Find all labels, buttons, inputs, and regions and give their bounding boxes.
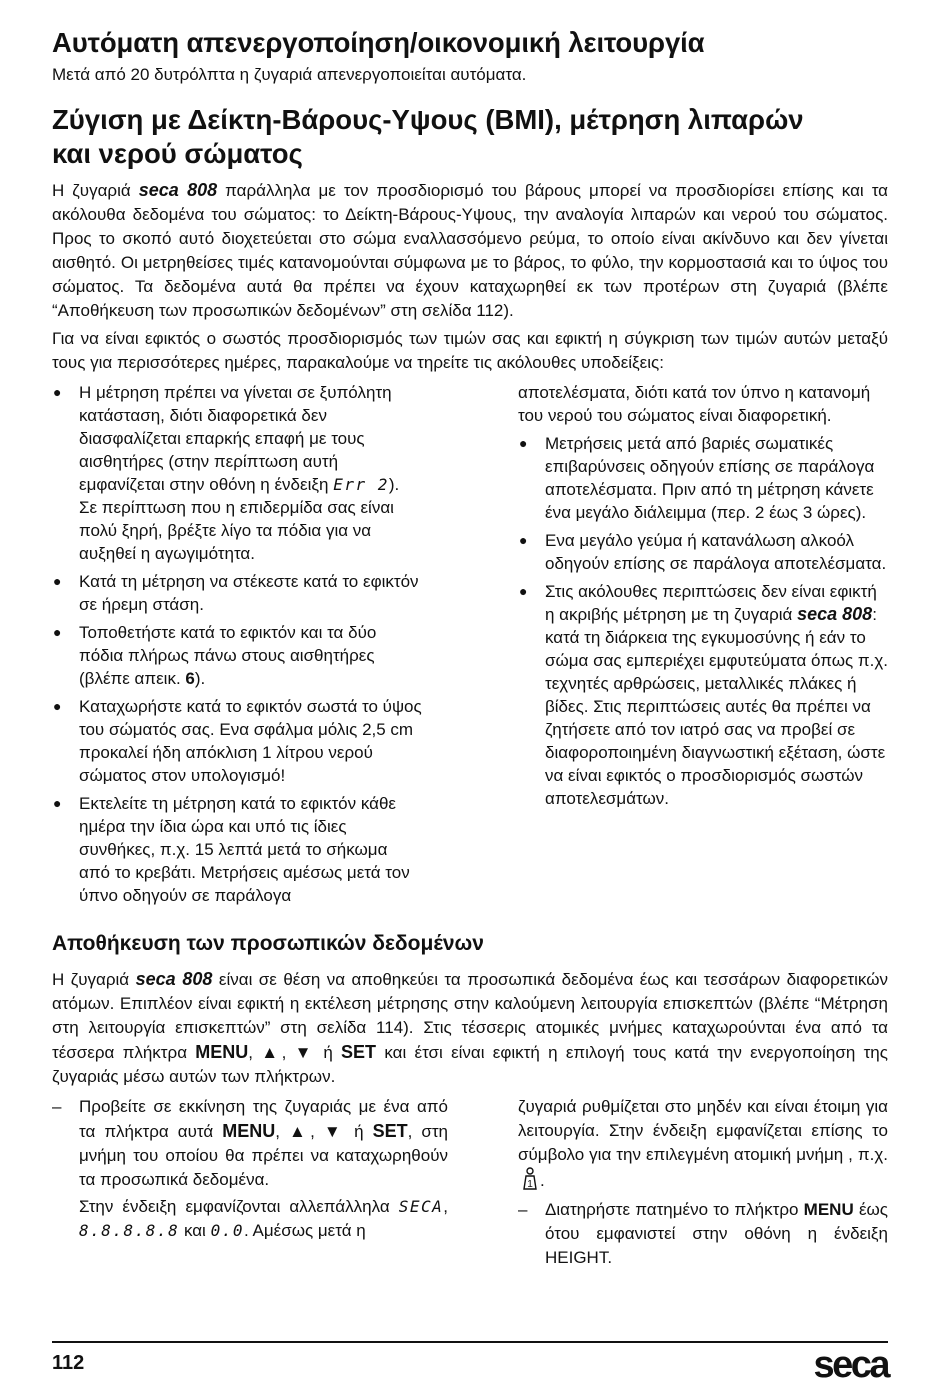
bullet-icon: ● xyxy=(53,624,62,640)
storage-steps-list-right xyxy=(518,1198,888,1270)
storage-steps-left xyxy=(52,1095,448,1270)
dash-marker: – xyxy=(52,1097,62,1116)
list-item xyxy=(52,381,422,565)
bmi-hints-right xyxy=(518,381,888,912)
storage-text-a: Η ζυγαριά xyxy=(52,970,130,989)
list-item xyxy=(518,529,888,575)
brand-name: seca 808 xyxy=(797,604,873,624)
list-item xyxy=(52,1095,448,1243)
hint-text: Η μέτρηση πρέπει να γίνεται σε ξυπόλητη κατάσταση, διότι διαφορετικά δεν διασφαλίζεται επαρκής επαφή με τους αισθητήρες (στην περίπτωση αυτή εμφανίζεται στην οθόνη η ένδειξη xyxy=(79,383,392,494)
set-key-label: SET xyxy=(341,1042,377,1062)
bmi-title xyxy=(52,103,888,171)
hint-continuation: αποτελέσματα, διότι κατά τον ύπνο η κατανομή του νερού του σώματος είναι διαφορετική. xyxy=(518,383,871,425)
storage-steps-right xyxy=(518,1095,888,1270)
bullet-icon: ● xyxy=(519,532,528,548)
separator: , xyxy=(248,1043,254,1062)
bmi-title-line1: Ζύγιση με Δείκτη-Βάρους-Υψους (BMI), μέτρηση λιπαρών xyxy=(52,104,804,135)
bmi-guidance-paragraph: Για να είναι εφικτός ο σωστός προσδιορισμός των τιμών σας και εφικτή η σύγκριση των τιμών αυτών μεταξύ τους για περισσότερες ημέρες, παρακαλούμε να τηρείτε τις ακόλουθες υποδείξεις: xyxy=(52,329,888,372)
hint-text: Τοποθετήστε κατά το εφικτόν και τα δύο πόδια πλήρως πάνω στους αισθητήρες (βλέπε απεικ. xyxy=(79,623,377,688)
list-item xyxy=(52,695,422,787)
list-item xyxy=(52,792,422,907)
conjunction: ή xyxy=(323,1043,333,1062)
bmi-hints-columns xyxy=(52,381,888,912)
hint-text: ). xyxy=(194,669,206,688)
storage-title: Αποθήκευση των προσωπικών δεδομένων xyxy=(52,932,484,955)
storage-steps-list-left xyxy=(52,1095,448,1243)
list-item xyxy=(52,570,422,616)
auto-off-text: Μετά από 20 δυτρόλπτα η ζυγαριά απενεργοποιείται αυτόματα. xyxy=(52,65,527,84)
list-item xyxy=(52,621,422,690)
storage-text-b: είναι σε θέση να αποθηκεύει τα προσωπικά δεδομένα έως και τεσσάρων διαφορετικών ατόμων. Επιπλέον είναι εφικτή η εκτέλεση μέτρησης στην καλούμενη λειτουργία επισκεπτών (βλέπε “Μέτρηση στη λειτουργία επισκεπτών” στη σελίδα 114). Στις τέσσερις ατομικές μνήμες καταχωρούνται ένα από τα τέσσερα πλήκτρα xyxy=(52,970,888,1062)
hint-text: Μετρήσεις μετά από βαριές σωματικές επιβαρύνσεις οδηγούν επίσης σε παράλογα αποτελέσματα. Πριν από τη μέτρηση κάνετε ένα μεγάλο διάλειμμα (περ. 2 έως 3 ώρες). xyxy=(545,434,875,522)
hint-text: Εκτελείτε τη μέτρηση κατά το εφικτόν κάθε ημέρα την ίδια ώρα και υπό τις ίδιες συνθήκες, π.χ. 15 λεπτά μετά το σήκωμα από το κρεβάτι. Μετρήσεις αμέσως μετά τον ύπνο οδηγούν σε παράλογα xyxy=(79,794,410,905)
lcd-seca: SECA xyxy=(398,1197,444,1216)
list-item xyxy=(518,580,888,810)
step-text: έως ότου εμφανιστεί στην οθόνη η ένδειξη HEIGHT. xyxy=(545,1200,888,1267)
bmi-intro-text-b: παράλληλα με τον προσδιορισμό του βάρους μπορεί να προσδιορίσει επίσης και τα ακόλουθα δεδομένα του σώματος: το Δείκτη-Βάρους-Υψους, την αναλογία λιπαρών και νερού του σώματος. Προς το σκοπό αυτό διοχετεύεται στο σώμα εναλλασσόμενο ρεύμα, το οποίο είναι ακίνδυνο και δεν γίνεται αισθητό. Οι μετρηθείσες τιμές κατανομούνται σύμφωνα με το βάρος, το φύλο, την κορμοστασιά και το ύψος του σώματος. Τα δεδομένα αυτά θα πρέπει να έχουν καταχωρηθεί εκ των προτέρων στη ζυγαριά (βλέπε “Αποθήκευση των προσωπικών δεδομένων” στη σελίδα 112). xyxy=(52,181,888,320)
up-arrow-icon: ▲ xyxy=(288,1122,311,1141)
conjunction: ή xyxy=(354,1122,364,1141)
bullet-icon: ● xyxy=(53,698,62,714)
bmi-title-line2: και νερού σώματος xyxy=(52,138,303,169)
bullet-icon: ● xyxy=(519,435,528,451)
storage-steps-columns xyxy=(52,1095,888,1270)
lcd-error-code: Err 2 xyxy=(333,475,389,494)
step-text: Προβείτε σε εκκίνηση της ζυγαριάς με ένα από τα πλήκτρα αυτά xyxy=(79,1097,448,1141)
seca-logo: seca xyxy=(813,1344,888,1386)
step-text: . Αμέσως μετά η xyxy=(243,1221,366,1240)
down-arrow-icon: ▼ xyxy=(323,1122,346,1141)
brand-name: seca 808 xyxy=(135,969,213,989)
hint-text: Καταχωρήστε κατά το εφικτόν σωστά το ύψος του σώματός σας. Ενα σφάλμα μόλις 2,5 cm προκαλεί ήδη απόκλιση 1 λίτρου νερού σώματος στον υπολογισμό! xyxy=(79,697,422,785)
step-sub-text xyxy=(79,1195,448,1243)
step-text: Διατηρήστε πατημένο το πλήκτρο xyxy=(545,1200,799,1219)
separator: , xyxy=(281,1043,287,1062)
hint-text: Στις ακόλουθες περιπτώσεις δεν είναι εφικτή η ακριβής μέτρηση με τη ζυγαριά xyxy=(545,582,877,624)
list-item xyxy=(518,432,888,524)
person-memory-number: 1 xyxy=(527,1179,533,1190)
footer-divider xyxy=(52,1341,888,1343)
separator: , xyxy=(275,1122,280,1141)
bmi-hints-list-right xyxy=(518,432,888,810)
brand-name: seca 808 xyxy=(138,180,218,200)
figure-reference: 6 xyxy=(185,669,195,688)
lcd-all-segments: 8.8.8.8.8 xyxy=(79,1221,180,1240)
hint-text: : κατά τη διάρκεια της εγκυμοσύνης ή εάν το σώμα σας εμπεριέχει εμφυτεύματα όπως π.χ. τεχνητές αρθρώσεις, μεταλλικές πλάκες ή βίδες. Στις περιπτώσεις αυτές θα πρέπει να ζητήσετε από τον ιατρό σας να προβεί σε διαφοροποιημένη διαγνωστική εξέταση, ώστε να είναι εφικτός ο προσδιορισμός σωστών αποτελεσμάτων. xyxy=(545,605,888,808)
separator: , xyxy=(310,1122,315,1141)
bullet-icon: ● xyxy=(519,583,528,599)
down-arrow-icon: ▼ xyxy=(294,1043,316,1062)
up-arrow-icon: ▲ xyxy=(261,1043,282,1062)
hint-text: ). Σε περίπτωση που η επιδερμίδα σας είναι πολύ ξηρή, βρέξτε λίγο τα πόδια για να αυξηθεί η αγωγιμότητα. xyxy=(79,475,400,563)
storage-paragraph xyxy=(52,967,888,1089)
set-key-label: SET xyxy=(372,1121,408,1141)
step-text: Στην ένδειξη εμφανίζονται αλλεπάλληλα xyxy=(79,1197,390,1216)
hint-text: Κατά τη μέτρηση να στέκεστε κατά το εφικτόν σε ήρεμη στάση. xyxy=(79,572,419,614)
dash-marker: – xyxy=(518,1200,528,1219)
bmi-intro-paragraph xyxy=(52,178,888,323)
hint-text: Ενα μεγάλο γεύμα ή κατανάλωση αλκοόλ οδηγούν επίσης σε παράλογα αποτελέσματα. xyxy=(545,531,887,573)
auto-off-title: Αυτόματη απενεργοποίηση/οικονομική λειτουργία xyxy=(52,27,705,58)
step-text: στη μνήμη του οποίου θα πρέπει να καταχωρηθούν τα προσωπικά δεδομένα. xyxy=(79,1122,449,1189)
step-continuation: ζυγαριά ρυθμίζεται στο μηδέν και είναι έτοιμη για λειτουργία. Στην ένδειξη εμφανίζεται επίσης το σύμβολο για την επιλεγμένη ατομική μνήμη , π.χ. 1 . xyxy=(518,1095,888,1198)
menu-key-label: MENU xyxy=(803,1200,854,1219)
menu-key-label: MENU xyxy=(195,1042,249,1062)
bullet-icon: ● xyxy=(53,384,62,400)
separator: , xyxy=(443,1197,448,1216)
bullet-icon: ● xyxy=(53,795,62,811)
separator: , xyxy=(407,1122,413,1141)
page-number: 112 xyxy=(52,1352,85,1374)
bmi-hints-list-left xyxy=(52,381,422,907)
list-item xyxy=(518,1198,888,1270)
bmi-hints-left xyxy=(52,381,422,912)
person-memory-icon xyxy=(520,1167,540,1198)
lcd-zero: 0.0 xyxy=(210,1221,244,1240)
bullet-icon: ● xyxy=(53,573,62,589)
menu-key-label: MENU xyxy=(222,1121,276,1141)
page-content xyxy=(52,26,888,1270)
step-text: ζυγαριά ρυθμίζεται στο μηδέν και είναι έτοιμη για λειτουργία. Στην ένδειξη εμφανίζεται επίσης το σύμβολο για την επιλεγμένη ατομική μνήμη , π.χ. xyxy=(518,1097,888,1164)
conjunction: και xyxy=(183,1221,206,1240)
bmi-intro-text-a: Η ζυγαριά xyxy=(52,181,131,200)
storage-text-c: και έτσι είναι εφικτή η επιλογή τους κατά την ενεργοποίηση της ζυγαριάς μέσω αυτών των πλήκτρων. xyxy=(52,1043,888,1086)
